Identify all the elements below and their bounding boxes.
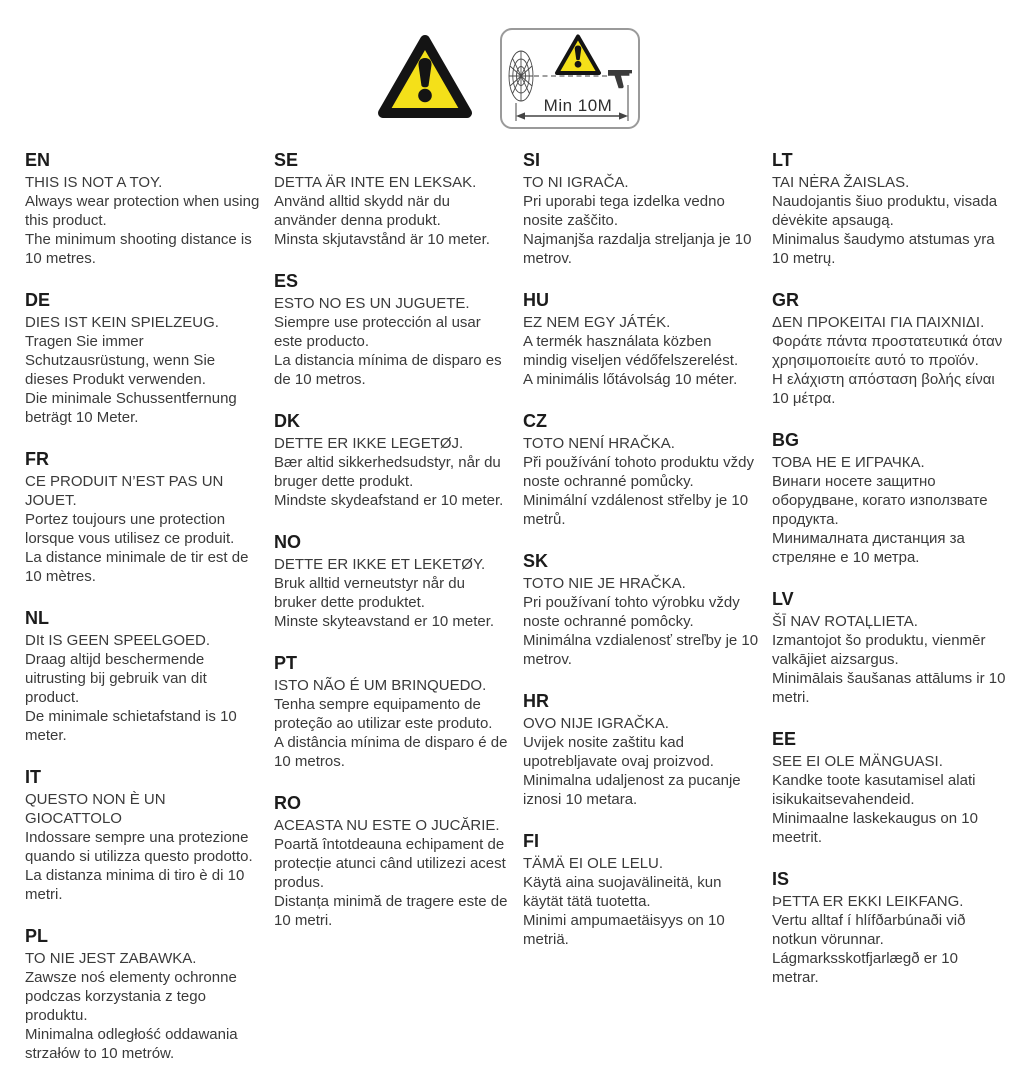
instruction-line: Bruk alltid verneutstyr når du bruker dette produktet.	[274, 575, 465, 611]
language-block-hr	[523, 691, 759, 809]
language-block-pl	[25, 926, 261, 1063]
instruction-line: Minsta skjutavstånd är 10 meter.	[274, 231, 490, 248]
instruction-line: Minimi ampumaetäisyys on 10 metriä.	[523, 912, 725, 948]
instruction-line: Pri uporabi tega izdelka vedno nosite zaščito.	[523, 193, 725, 229]
instruction-line: SEE EI OLE MÄNGUASI.	[772, 753, 943, 770]
instruction-line: CE PRODUIT N’EST PAS UN JOUET.	[25, 473, 224, 509]
language-block-fi	[523, 831, 759, 949]
instruction-line: Minimálna vzdialenosť streľby je 10 metrov.	[523, 632, 759, 668]
instruction-line: Izmantojot šo produktu, vienmēr valkājiet aizsargus.	[772, 632, 986, 668]
language-code: HU	[523, 290, 549, 310]
language-block-fr	[25, 449, 261, 586]
instruction-line: Poartă întotdeauna echipament de protecție atunci când utilizezi acest produs.	[274, 836, 506, 891]
language-column-2	[274, 150, 510, 1085]
instruction-line: A termék használata közben mindig viseljen védőfelszerelést.	[523, 333, 739, 369]
instruction-line: Zawsze noś elementy ochronne podczas korzystania z tego produktu.	[25, 969, 237, 1024]
instruction-line: Draag altijd beschermende uitrusting bij gebruik van dit product.	[25, 651, 207, 706]
language-code: FR	[25, 449, 49, 469]
language-code: HR	[523, 691, 549, 711]
instruction-line: Minimalus šaudymo atstumas yra 10 metrų.	[772, 231, 995, 267]
instruction-line: DIES IST KEIN SPIELZEUG.	[25, 314, 219, 331]
language-code: FI	[523, 831, 539, 851]
instruction-line: La distanza minima di tiro è di 10 metri.	[25, 867, 245, 903]
language-block-hu	[523, 290, 759, 389]
instruction-line: Uvijek nosite zaštitu kad upotrebljavate ovaj proizvod.	[523, 734, 714, 770]
instruction-line: TÄMÄ EI OLE LELU.	[523, 855, 664, 872]
instruction-line: TO NI IGRAČA.	[523, 174, 629, 191]
instruction-line: TOTO NENÍ HRAČKA.	[523, 435, 675, 452]
language-code: SK	[523, 551, 549, 571]
instruction-line: De minimale schietafstand is 10 meter.	[25, 708, 237, 744]
instruction-line: A distância mínima de disparo é de 10 metros.	[274, 734, 508, 770]
language-code: DE	[25, 290, 51, 310]
language-code: BG	[772, 430, 799, 450]
language-code: CZ	[523, 411, 547, 431]
instruction-line: TAI NĖRA ŽAISLAS.	[772, 174, 910, 191]
instruction-line: Siempre use protección al usar este producto.	[274, 314, 481, 350]
instruction-line: TO NIE JEST ZABAWKA.	[25, 950, 197, 967]
language-code: RO	[274, 793, 301, 813]
instruction-line: Indossare sempre una protezione quando si utilizza questo prodotto.	[25, 829, 253, 865]
instruction-line: THIS IS NOT A TOY.	[25, 174, 163, 191]
instruction-line: Pri používaní tohto výrobku vždy noste ochranné pomôcky.	[523, 594, 740, 630]
language-code: IS	[772, 869, 790, 889]
language-block-de	[25, 290, 261, 427]
instruction-line: La distance minimale de tir est de 10 mètres.	[25, 549, 249, 585]
instruction-line: Vertu alltaf í hlífðarbúnaði við notkun vörunnar.	[772, 912, 966, 948]
language-code: SI	[523, 150, 541, 170]
warning-triangle-small-icon	[557, 37, 599, 74]
language-code: LT	[772, 150, 793, 170]
target-icon	[509, 51, 533, 101]
instruction-line: La distancia mínima de disparo es de 10 metros.	[274, 352, 502, 388]
instruction-line: Минималната дистанция за стреляне е 10 метра.	[772, 530, 965, 566]
language-block-pt	[274, 653, 510, 771]
language-block-it	[25, 767, 261, 904]
instruction-line: Always wear protection when using this product.	[25, 193, 260, 229]
instruction-line: DETTE ER IKKE LEGETØJ.	[274, 435, 464, 452]
language-column-3	[523, 150, 759, 1085]
instruction-line: ŠĪ NAV ROTAĻLIETA.	[772, 613, 918, 630]
instruction-line: Η ελάχιστη απόσταση βολής είναι 10 μέτρα.	[772, 371, 995, 407]
instruction-line: Najmanjša razdalja streljanja je 10 metrov.	[523, 231, 752, 267]
instruction-line: Винаги носете защитно оборудване, когато използвате продукта.	[772, 473, 988, 528]
instruction-line: Die minimale Schussentfernung beträgt 10 Meter.	[25, 390, 237, 426]
instruction-line: Tenha sempre equipamento de proteção ao utilizar este produto.	[274, 696, 493, 732]
instruction-line: QUESTO NON È UN GIOCATTOLO	[25, 791, 166, 827]
instruction-line: OVO NIJE IGRAČKA.	[523, 715, 669, 732]
instruction-line: Käytä aina suojavälineitä, kun käytät tätä tuotetta.	[523, 874, 722, 910]
instruction-line: DETTA ÄR INTE EN LEKSAK.	[274, 174, 477, 191]
language-code: LV	[772, 589, 794, 609]
language-block-ee	[772, 729, 1008, 847]
instruction-line: Kandke toote kasutamisel alati isikukaitsevahendeid.	[772, 772, 976, 808]
instruction-line: Mindste skydeafstand er 10 meter.	[274, 492, 504, 509]
instruction-line: Lágmarksskotfjarlægð er 10 metrar.	[772, 950, 958, 986]
language-block-sk	[523, 551, 759, 669]
language-block-es	[274, 271, 510, 389]
language-column-1	[25, 150, 261, 1085]
instruction-line: ACEASTA NU ESTE O JUCĂRIE.	[274, 817, 500, 834]
instruction-line: Minimální vzdálenost střelby je 10 metrů.	[523, 492, 749, 528]
language-code: PL	[25, 926, 49, 946]
instruction-line: ISTO NÃO É UM BRINQUEDO.	[274, 677, 487, 694]
language-columns	[25, 150, 1008, 1085]
language-code: NO	[274, 532, 301, 552]
language-block-lv	[772, 589, 1008, 707]
instruction-line: Bær altid sikkerhedsudstyr, når du bruger dette produkt.	[274, 454, 501, 490]
language-block-is	[772, 869, 1008, 987]
language-block-gr	[772, 290, 1008, 408]
language-code: DK	[274, 411, 300, 431]
language-block-bg	[772, 430, 1008, 567]
instruction-line: ΔΕΝ ΠΡΟΚΕΙΤΑΙ ΓΙΑ ΠΑΙΧΝΙΔΙ.	[772, 314, 985, 331]
language-block-cz	[523, 411, 759, 529]
language-code: SE	[274, 150, 299, 170]
language-block-nl	[25, 608, 261, 745]
instruction-line: Při používání tohoto produktu vždy noste ochranné pomůcky.	[523, 454, 754, 490]
language-code: GR	[772, 290, 799, 310]
language-code: ES	[274, 271, 299, 291]
instruction-line: DIt IS GEEN SPEELGOED.	[25, 632, 211, 649]
instruction-line: Distanța minimă de tragere este de 10 metri.	[274, 893, 508, 929]
instruction-line: Minimālais šaušanas attālums ir 10 metri.	[772, 670, 1006, 706]
language-block-no	[274, 532, 510, 631]
min-distance-label: Min 10M	[543, 96, 613, 115]
instruction-line: Minimaalne laskekaugus on 10 meetrit.	[772, 810, 978, 846]
instruction-line: EZ NEM EGY JÁTÉK.	[523, 314, 671, 331]
instruction-line: Tragen Sie immer Schutzausrüstung, wenn Sie dieses Produkt verwenden.	[25, 333, 216, 388]
instruction-line: The minimum shooting distance is 10 metres.	[25, 231, 252, 267]
min-distance-diagram	[500, 28, 640, 129]
language-block-lt	[772, 150, 1008, 268]
instruction-line: Använd alltid skydd när du använder denna produkt.	[274, 193, 450, 229]
instruction-line: A minimális lőtávolság 10 méter.	[523, 371, 738, 388]
language-code: IT	[25, 767, 41, 787]
language-block-en	[25, 150, 261, 268]
language-block-si	[523, 150, 759, 268]
language-code: PT	[274, 653, 298, 673]
language-block-dk	[274, 411, 510, 510]
instruction-line: TOTO NIE JE HRAČKA.	[523, 575, 686, 592]
instruction-line: Naudojantis šiuo produktu, visada dėvėkite apsaugą.	[772, 193, 998, 229]
instruction-line: Minimalna udaljenost za pucanje iznosi 10 metara.	[523, 772, 741, 808]
language-block-ro	[274, 793, 510, 930]
language-column-4	[772, 150, 1008, 1085]
language-block-se	[274, 150, 510, 249]
instruction-line: ÞETTA ER EKKI LEIKFANG.	[772, 893, 964, 910]
instruction-line: Portez toujours une protection lorsque vous utilisez ce produit.	[25, 511, 235, 547]
instruction-line: Minste skyteavstand er 10 meter.	[274, 613, 495, 630]
instruction-line: ESTO NO ES UN JUGUETE.	[274, 295, 470, 312]
instruction-line: Minimalna odległość oddawania strzałów to 10 metrów.	[25, 1026, 238, 1062]
language-code: EE	[772, 729, 797, 749]
language-code: EN	[25, 150, 51, 170]
instruction-line: ТОВА НЕ Е ИГРАЧКА.	[772, 454, 925, 471]
instruction-line: DETTE ER IKKE ET LEKETØY.	[274, 556, 486, 573]
instruction-line: Φοράτε πάντα προστατευτικά όταν χρησιμοποιείτε αυτό το προϊόν.	[772, 333, 1003, 369]
language-code: NL	[25, 608, 49, 628]
warning-triangle-icon	[377, 28, 473, 126]
